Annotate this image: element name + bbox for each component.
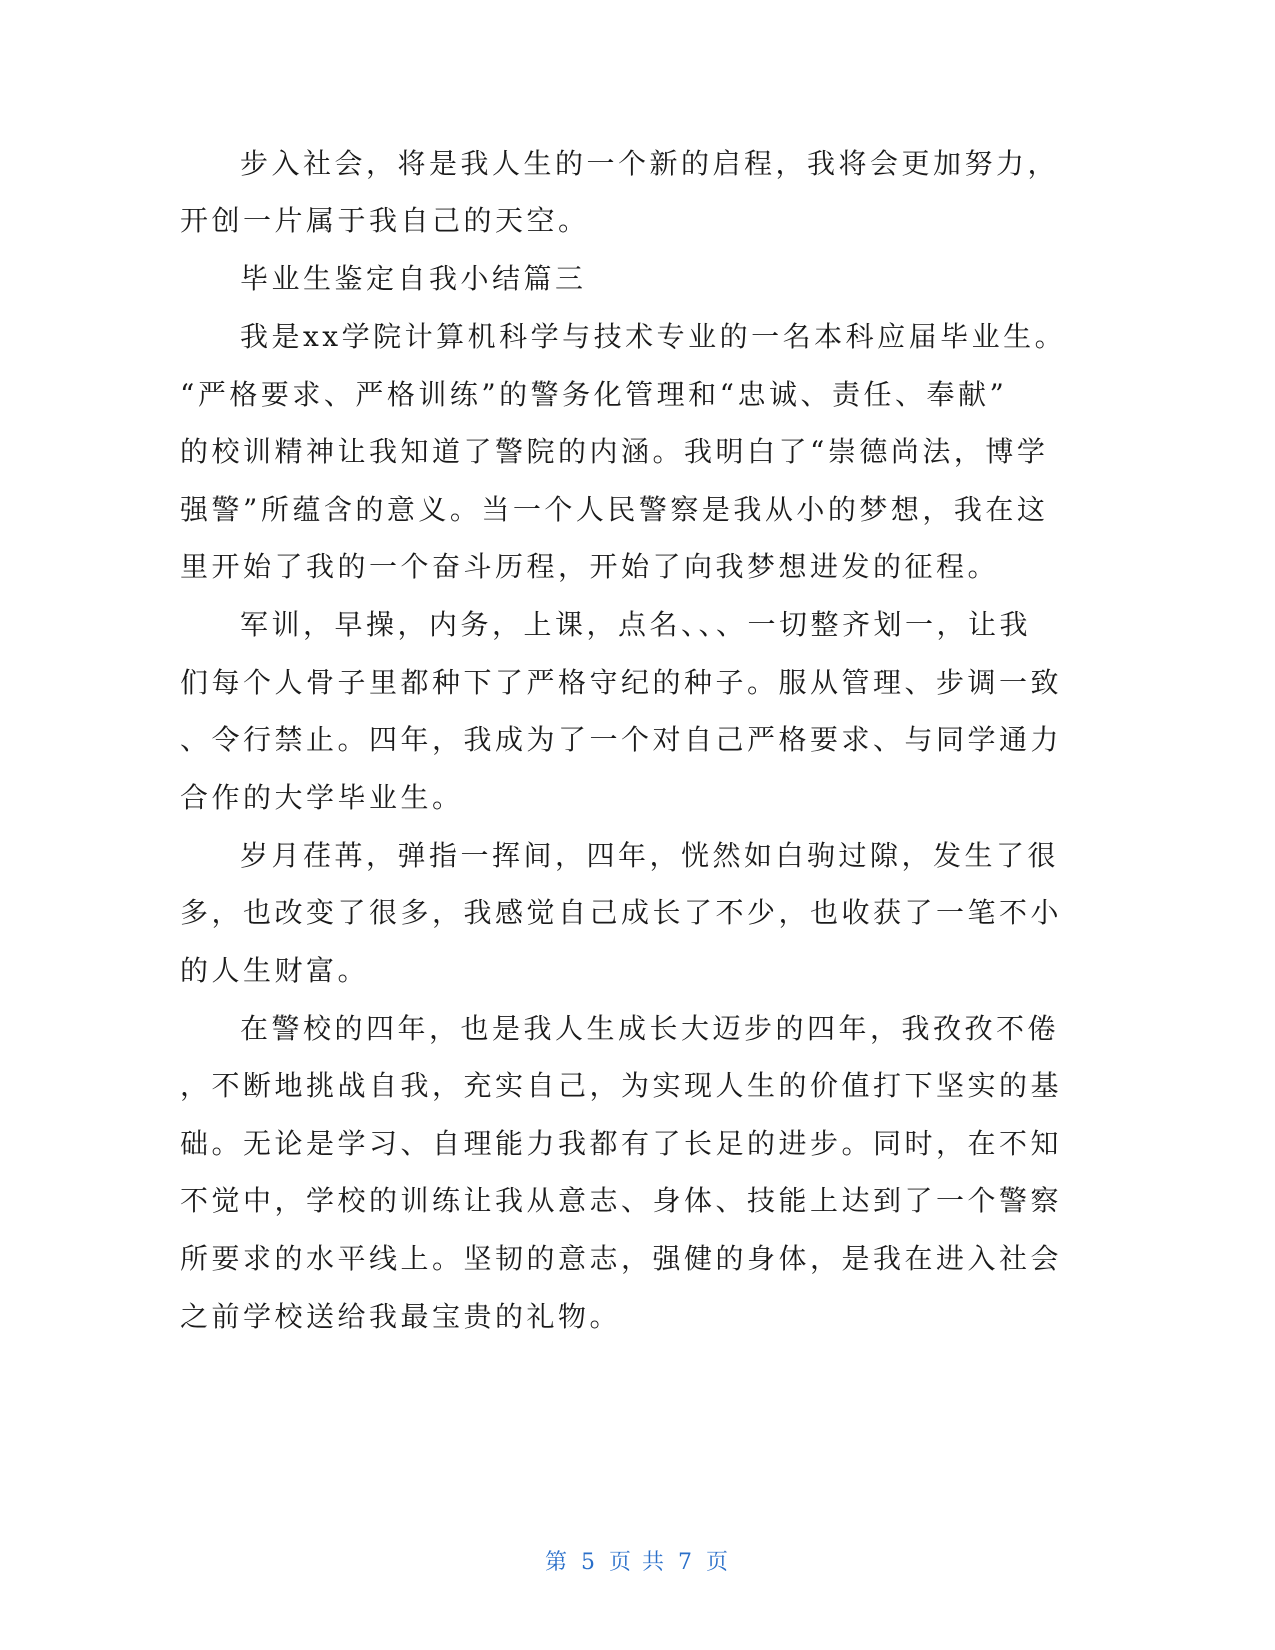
page-label-suffix: 页	[706, 1550, 731, 1575]
text-line: ，不断地挑战自我，充实自己，为实现人生的价值打下坚实的基	[180, 1069, 1063, 1102]
text-line: 我是xx学院计算机科学与技术专业的一名本科应届毕业生。	[240, 320, 1067, 353]
text-line: 里开始了我的一个奋斗历程，开始了向我梦想进发的征程。	[180, 550, 1000, 583]
text-line: 础。无论是学习、自理能力我都有了长足的进步。同时，在不知	[180, 1127, 1063, 1160]
text-line: 合作的大学毕业生。	[180, 781, 464, 814]
text-line: 们每个人骨子里都种下了严格守纪的种子。服从管理、步调一致	[180, 666, 1063, 699]
text-line: 不觉中，学校的训练让我从意志、身体、技能上达到了一个警察	[180, 1184, 1063, 1217]
text-line: “严格要求、严格训练”的警务化管理和“忠诚、责任、奉献”	[180, 378, 1008, 411]
text-line: 的校训精神让我知道了警院的内涵。我明白了“崇德尚法，博学	[180, 435, 1049, 468]
text-line: 之前学校送给我最宝贵的礼物。	[180, 1300, 622, 1333]
page-label-middle: 页 共	[609, 1550, 666, 1575]
text-line: 所要求的水平线上。坚韧的意志，强健的身体，是我在进入社会	[180, 1242, 1063, 1275]
text-line: 多，也改变了很多，我感觉自己成长了不少，也收获了一笔不小	[180, 896, 1063, 929]
section-heading: 毕业生鉴定自我小结篇三	[240, 262, 587, 295]
text-line: 强警”所蕴含的意义。当一个人民警察是我从小的梦想，我在这	[180, 493, 1049, 526]
total-pages-number: 7	[678, 1550, 694, 1575]
text-line: 岁月荏苒，弹指一挥间，四年，恍然如白驹过隙，发生了很	[240, 839, 1060, 872]
text-line: 步入社会，将是我人生的一个新的启程，我将会更加努力，	[240, 147, 1060, 180]
text-line: 的人生财富。	[180, 954, 370, 987]
page-label-prefix: 第	[544, 1550, 569, 1575]
text-line: 、令行禁止。四年，我成为了一个对自己严格要求、与同学通力	[180, 723, 1063, 756]
text-line: 在警校的四年，也是我人生成长大迈步的四年，我孜孜不倦	[240, 1012, 1060, 1045]
text-line: 军训，早操，内务，上课，点名、、、一切整齐划一，让我	[240, 608, 1032, 641]
current-page-number: 5	[581, 1550, 597, 1575]
text-line: 开创一片属于我自己的天空。	[180, 204, 590, 237]
page-number-footer	[0, 1545, 1275, 1576]
